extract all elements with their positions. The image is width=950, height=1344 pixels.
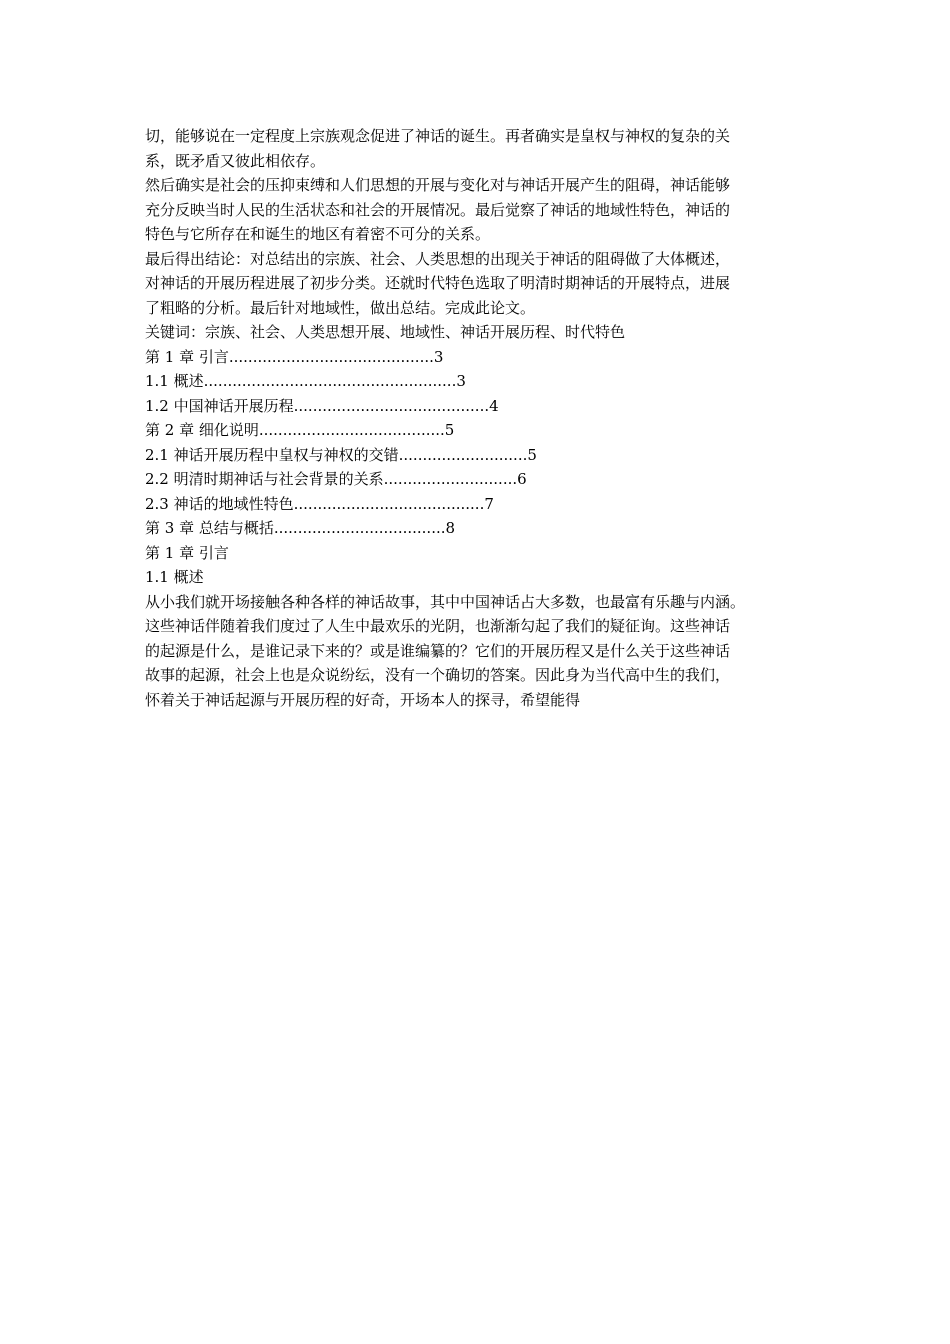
conclusion-paragraph: [145, 247, 813, 321]
intro-paragraph-2: [145, 173, 813, 247]
text-line: 的起源是什么，是谁记录下来的？或是谁编纂的？它们的开展历程又是什么关于这些神话: [145, 641, 731, 660]
text-line: 系，既矛盾又彼此相依存。: [145, 151, 326, 170]
toc-entry[interactable]: 第 3 章 总结与概括....................................8: [145, 519, 456, 537]
text-line: 怀着关于神话起源与开展历程的好奇，开场本人的探寻，希望能得: [145, 690, 581, 709]
text-line: 特色与它所存在和诞生的地区有着密不可分的关系。: [145, 225, 491, 243]
text-line: 最后得出结论：对总结出的宗族、社会、人类思想的出现关于神话的阻碍做了大体概述，: [145, 249, 731, 268]
text-line: 切，能够说在一定程度上宗族观念促进了神话的诞生。再者确实是皇权与神权的复杂的关: [145, 127, 731, 145]
text-line: 然后确实是社会的压抑束缚和人们思想的开展与变化对与神话开展产生的阻碍，神话能够: [145, 176, 731, 194]
text-line: 充分反映当时人民的生活状态和社会的开展情况。最后觉察了神话的地域性特色，神话的: [145, 200, 731, 219]
table-of-contents: [145, 345, 813, 541]
intro-paragraph-1: [145, 124, 813, 173]
text-line: 对神话的开展历程进展了初步分类。还就时代特色选取了明清时期神话的开展特点，进展: [145, 274, 731, 292]
keywords-line: 关键词：宗族、社会、人类思想开展、地域性、神话开展历程、时代特色: [145, 323, 626, 341]
section-heading: 1.1 概述: [145, 568, 204, 586]
toc-entry[interactable]: 第 1 章 引言...........................................3: [145, 347, 444, 366]
body-paragraph: [145, 590, 813, 713]
text-line: 这些神话伴随着我们度过了人生中最欢乐的光阴，也渐渐勾起了我们的疑征询。这些神话: [145, 617, 731, 635]
document-body: [145, 124, 813, 712]
text-line: 从小我们就开场接触各种各样的神话故事，其中中国神话占大多数，也最富有乐趣与内涵。: [145, 592, 746, 611]
toc-entry[interactable]: 1.2 中国神话开展历程.........................................4: [145, 396, 499, 415]
toc-entry[interactable]: 1.1 概述.....................................................3: [145, 372, 466, 390]
toc-entry[interactable]: 2.2 明清时期神话与社会背景的关系............................6: [145, 470, 527, 488]
text-line: 故事的起源，社会上也是众说纷纭，没有一个确切的答案。因此身为当代高中生的我们，: [145, 666, 731, 684]
toc-entry[interactable]: 2.1 神话开展历程中皇权与神权的交错...........................5: [145, 445, 537, 464]
toc-entry[interactable]: 第 2 章 细化说明.......................................5: [145, 421, 455, 439]
chapter-heading: 第 1 章 引言: [145, 543, 229, 562]
toc-entry[interactable]: 2.3 神话的地域性特色........................................7: [145, 494, 494, 513]
text-line: 了粗略的分析。最后针对地域性，做出总结。完成此论文。: [145, 298, 536, 317]
